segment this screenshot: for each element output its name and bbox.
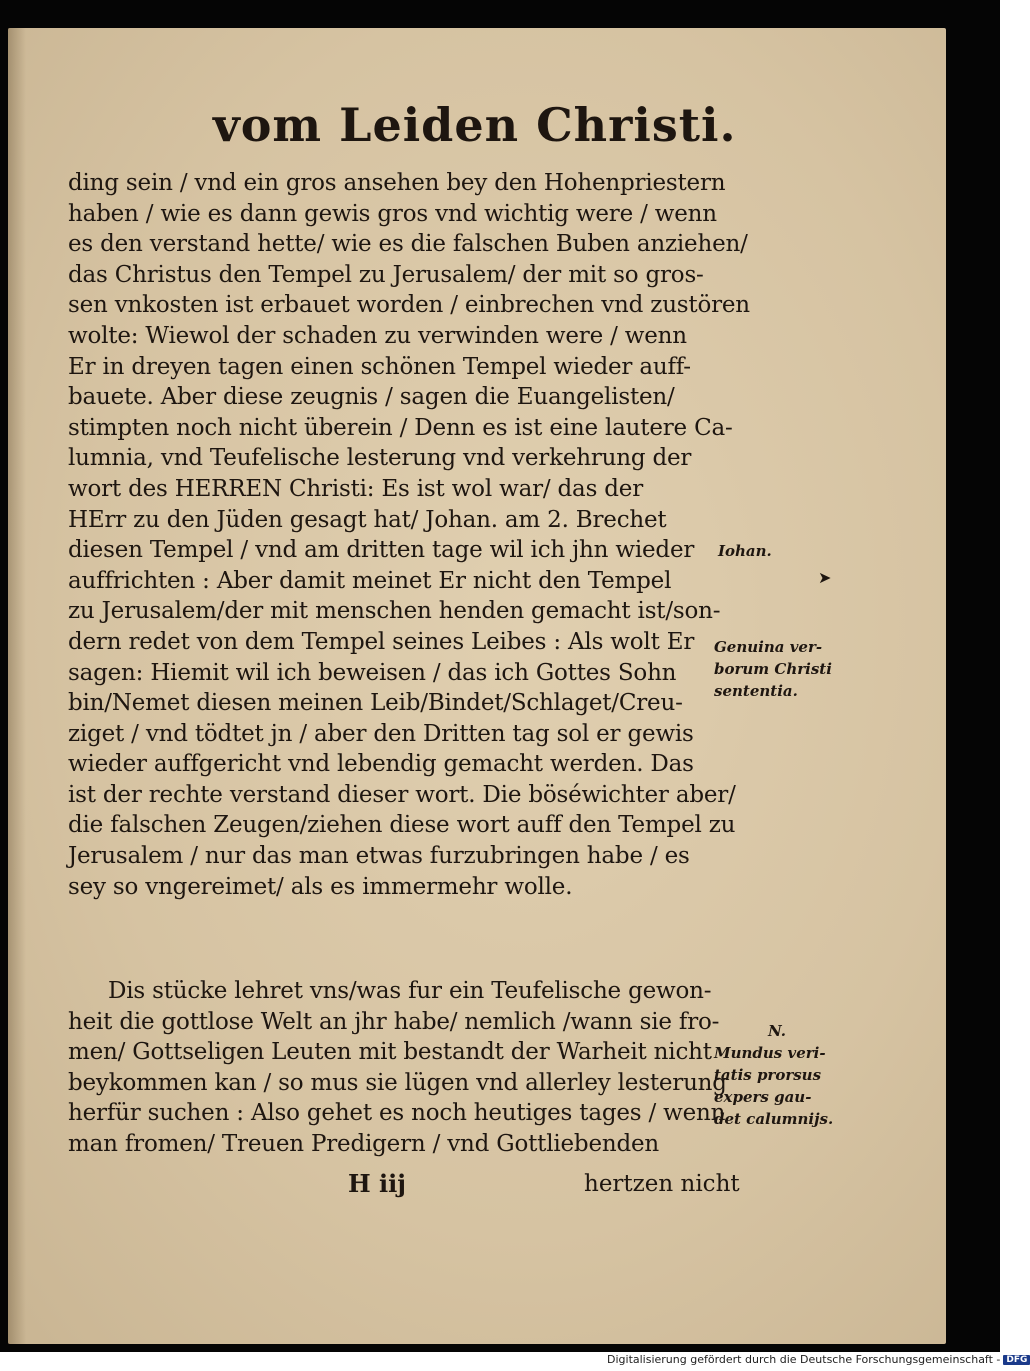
- text-line: herfür suchen : Also gehet es noch heutiges tages / wenn: [68, 1100, 726, 1127]
- text-line: haben / wie es dann gewis gros vnd wichtig were / wenn: [68, 200, 717, 227]
- text-line: men/ Gottseligen Leuten mit bestandt der Warheit nicht: [68, 1039, 712, 1066]
- signature-mark: H iij: [348, 1169, 406, 1198]
- text-line: wolte: Wiewol der schaden zu verwinden were / wenn: [68, 322, 687, 349]
- text-line: sen vnkosten ist erbauet worden / einbrechen vnd zustören: [68, 292, 750, 319]
- text-line: diesen Tempel / vnd am dritten tage wil ich jhn wieder: [68, 537, 695, 564]
- text-line: stimpten noch nicht überein / Denn es ist eine lautere Ca-: [68, 414, 733, 441]
- text-line: man fromen/ Treuen Predigern / vnd Gottliebenden: [68, 1130, 660, 1157]
- text-line: lumnia, vnd Teufelische lesterung vnd verkehrung der: [68, 445, 692, 472]
- text-line: auffrichten : Aber damit meinet Er nicht den Tempel: [68, 567, 672, 594]
- text-line: bin/Nemet diesen meinen Leib/Bindet/Schlaget/Creu-: [68, 690, 683, 717]
- margin-note-line: Mundus veri-: [714, 1044, 826, 1062]
- dfg-logo: DFG: [1003, 1355, 1030, 1365]
- pointer-mark-icon: ➤: [818, 568, 832, 587]
- margin-note-line: borum Christi: [714, 660, 832, 678]
- margin-note-line: N.: [768, 1022, 786, 1040]
- text-line: ist der rechte verstand dieser wort. Die böséwichter aber/: [68, 781, 736, 808]
- text-line: wieder auffgericht vnd lebendig gemacht werden. Das: [68, 751, 694, 778]
- margin-note-mundus: [714, 1020, 833, 1130]
- text-line: die falschen Zeugen/ziehen diese wort auff den Tempel zu: [68, 812, 736, 839]
- text-line: HErr zu den Jüden gesagt hat/ Johan. am 2. Brechet: [68, 506, 667, 533]
- text-line: Er in dreyen tagen einen schönen Tempel wieder auff-: [68, 353, 691, 380]
- margin-note-line: expers gau-: [714, 1088, 812, 1106]
- credit-text: Digitalisierung gefördert durch die Deutsche Forschungsgemeinschaft -: [607, 1353, 1001, 1366]
- text-line: sagen: Hiemit wil ich beweisen / das ich Gottes Sohn: [68, 659, 677, 686]
- text-line: beykommen kan / so mus sie lügen vnd allerley lesterung: [68, 1069, 727, 1096]
- catchword: hertzen nicht: [584, 1171, 740, 1197]
- running-header: vom Leiden Christi.: [213, 98, 737, 152]
- text-line: Dis stücke lehret vns/was fur ein Teufelische gewon-: [108, 978, 712, 1004]
- text-line: dern redet von dem Tempel seines Leibes : Als wolt Er: [68, 628, 695, 655]
- book-page: [8, 28, 946, 1344]
- margin-note-line: Genuina ver-: [714, 638, 823, 656]
- text-line: es den verstand hette/ wie es die falschen Buben anziehen/: [68, 231, 748, 258]
- digitization-credit: [607, 1353, 1030, 1366]
- text-line: Jerusalem / nur das man etwas furzubringen habe / es: [68, 843, 690, 870]
- paragraph-2: [68, 976, 727, 1160]
- text-line: ziget / vnd tödtet jn / aber den Dritten tag sol er gewis: [68, 720, 694, 747]
- text-line: zu Jerusalem/der mit menschen henden gemacht ist/son-: [68, 598, 721, 625]
- text-line: wort des HERREN Christi: Es ist wol war/ das der: [68, 475, 644, 502]
- margin-note-genuina: [714, 636, 832, 702]
- margin-note-line: sententia.: [714, 682, 798, 700]
- margin-note-line: tatis prorsus: [714, 1066, 822, 1084]
- margin-note-johan: Iohan.: [718, 542, 772, 560]
- text-line: sey so vngereimet/ als es immermehr wolle.: [68, 873, 573, 900]
- text-line: bauete. Aber diese zeugnis / sagen die Euangelisten/: [68, 384, 675, 411]
- text-line: das Christus den Tempel zu Jerusalem/ der mit so gros-: [68, 261, 704, 288]
- text-line: heit die gottlose Welt an jhr habe/ nemlich /wann sie fro-: [68, 1008, 720, 1035]
- text-line: ding sein / vnd ein gros ansehen bey den Hohenpriestern: [68, 170, 726, 196]
- margin-note-line: det calumnijs.: [714, 1110, 834, 1128]
